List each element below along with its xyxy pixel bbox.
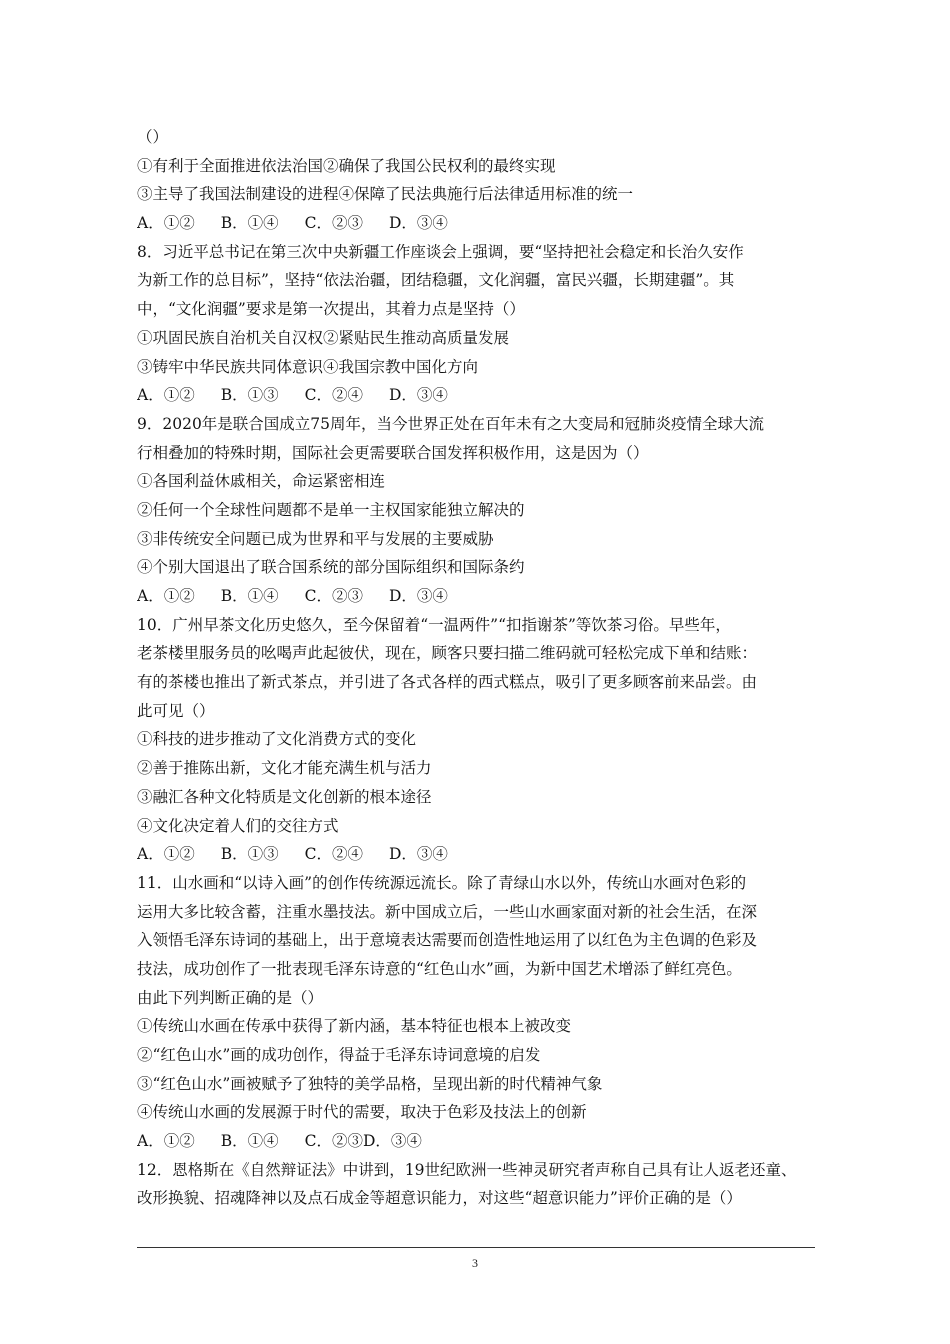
q8-stem-line-1: 8．习近平总书记在第三次中央新疆工作座谈会上强调，要“坚持把社会稳定和长治久安作 — [137, 242, 744, 261]
q11-statement-2: ②“红色山水”画的成功创作，得益于毛泽东诗词意境的启发 — [137, 1046, 541, 1064]
option-c: C．②④ — [304, 386, 363, 405]
option-a: A．①② — [137, 845, 195, 864]
q11-statement-4: ④传统山水画的发展源于时代的需要，取决于色彩及技法上的创新 — [137, 1103, 587, 1122]
option-a: A．①② — [137, 214, 195, 233]
option-c-d: C．②③D．③④ — [304, 1132, 422, 1151]
option-a: A．①② — [137, 587, 195, 605]
q8-stem-line-3: 中，“文化润疆”要求是第一次提出，其着力点是坚持（） — [137, 300, 525, 319]
q10-statement-1: ①科技的进步推动了文化消费方式的变化 — [137, 730, 417, 749]
option-c: C．②④ — [304, 845, 363, 864]
option-a: A．①② — [137, 1132, 195, 1151]
option-b: B．①④ — [220, 587, 279, 605]
q8-options — [137, 381, 817, 410]
option-d: D．③④ — [388, 845, 448, 864]
footer-divider — [137, 1247, 815, 1248]
page-content — [137, 123, 817, 1213]
q11-stem-line-1: 11．山水画和“以诗入画”的创作传统源远流长。除了青绿山水以外，传统山水画对色彩的 — [137, 873, 747, 892]
option-b: B．①④ — [220, 214, 279, 233]
q8-statement-1-2: ①巩固民族自治机关自汉权②紧贴民生推动高质量发展 — [137, 328, 510, 347]
q9-statement-2: ②任何一个全球性问题都不是单一主权国家能独立解决的 — [137, 500, 525, 519]
option-b: B．①③ — [220, 845, 279, 864]
q10-statement-4: ④文化决定着人们的交往方式 — [137, 816, 339, 835]
q11-options — [137, 1127, 817, 1156]
q9-statement-1: ①各国利益休戚相关，命运紧密相连 — [137, 472, 386, 491]
q10-stem-line-1: 10．广州早茶文化历史悠久，至今保留着“一温两件”“扣指谢茶”等饮茶习俗。早些年， — [137, 615, 731, 634]
option-b: B．①④ — [220, 1132, 279, 1151]
option-b: B．①③ — [220, 386, 279, 405]
q9-statement-3: ③非传统安全问题已成为世界和平与发展的主要威胁 — [137, 529, 494, 548]
q9-options — [137, 582, 817, 611]
option-d: D．③④ — [388, 587, 448, 605]
page-number: 3 — [472, 1256, 478, 1270]
q12-stem-line-2: 改形换貌、招魂降神以及点石成金等超意识能力，对这些“超意识能力”评价正确的是（） — [137, 1189, 742, 1208]
option-d: D．③④ — [388, 386, 448, 405]
q10-statement-3: ③融汇各种文化特质是文化创新的根本途径 — [137, 787, 432, 806]
q11-stem-line-2: 运用大多比较含蓄，注重水墨技法。新中国成立后，一些山水画家面对新的社会生活，在深 — [137, 902, 758, 921]
q7-statement-3-4: ③主导了我国法制建设的进程④保障了民法典施行后法律适用标准的统一 — [137, 185, 634, 204]
q7-options — [137, 209, 817, 238]
option-a: A．①② — [137, 386, 195, 405]
q10-stem-line-4: 此可见（） — [137, 701, 215, 720]
q11-stem-line-3: 入领悟毛泽东诗词的基础上，出于意境表达需要而创造性地运用了以红色为主色调的色彩及 — [137, 931, 758, 950]
q11-statement-1: ①传统山水画在传承中获得了新内涵，基本特征也根本上被改变 — [137, 1017, 572, 1036]
option-d: D．③④ — [388, 214, 448, 233]
q9-stem-line-1: 9．2020年是联合国成立75周年，当今世界正处在百年未有之大变局和冠肺炎疫情全球大流 — [137, 414, 765, 433]
q11-statement-3: ③“红色山水”画被赋予了独特的美学品格，呈现出新的时代精神气象 — [137, 1074, 603, 1093]
q10-stem-line-3: 有的茶楼也推出了新式茶点，并引进了各式各样的西式糕点，吸引了更多顾客前来品尝。由 — [137, 673, 758, 692]
q10-stem-line-2: 老茶楼里服务员的吆喝声此起彼伏，现在，顾客只要扫描二维码就可轻松完成下单和结账： — [137, 644, 758, 663]
q9-statement-4: ④个别大国退出了联合国系统的部分国际组织和国际条约 — [137, 558, 525, 577]
q8-stem-line-2: 为新工作的总目标”，坚持“依法治疆，团结稳疆，文化润疆，富民兴疆，长期建疆”。其 — [137, 271, 735, 290]
q7-answer-blank: （） — [137, 128, 169, 146]
option-c: C．②③ — [304, 587, 363, 605]
q12-stem-line-1: 12．恩格斯在《自然辩证法》中讲到，19世纪欧洲一些神灵研究者声称自己具有让人返老还童、 — [137, 1160, 797, 1179]
q9-stem-line-2: 行相叠加的特殊时期，国际社会更需要联合国发挥积极作用，这是因为（） — [137, 443, 649, 462]
q11-stem-line-4: 技法，成功创作了一批表现毛泽东诗意的“红色山水”画，为新中国艺术增添了鲜红亮色。 — [137, 959, 742, 978]
q10-options — [137, 840, 817, 869]
q11-stem-line-5: 由此下列判断正确的是（） — [137, 988, 324, 1007]
q10-statement-2: ②善于推陈出新，文化才能充满生机与活力 — [137, 759, 432, 778]
option-c: C．②③ — [304, 214, 363, 233]
q7-statement-1-2: ①有利于全面推进依法治国②确保了我国公民权利的最终实现 — [137, 156, 556, 175]
q8-statement-3-4: ③铸牢中华民族共同体意识④我国宗教中国化方向 — [137, 357, 479, 376]
